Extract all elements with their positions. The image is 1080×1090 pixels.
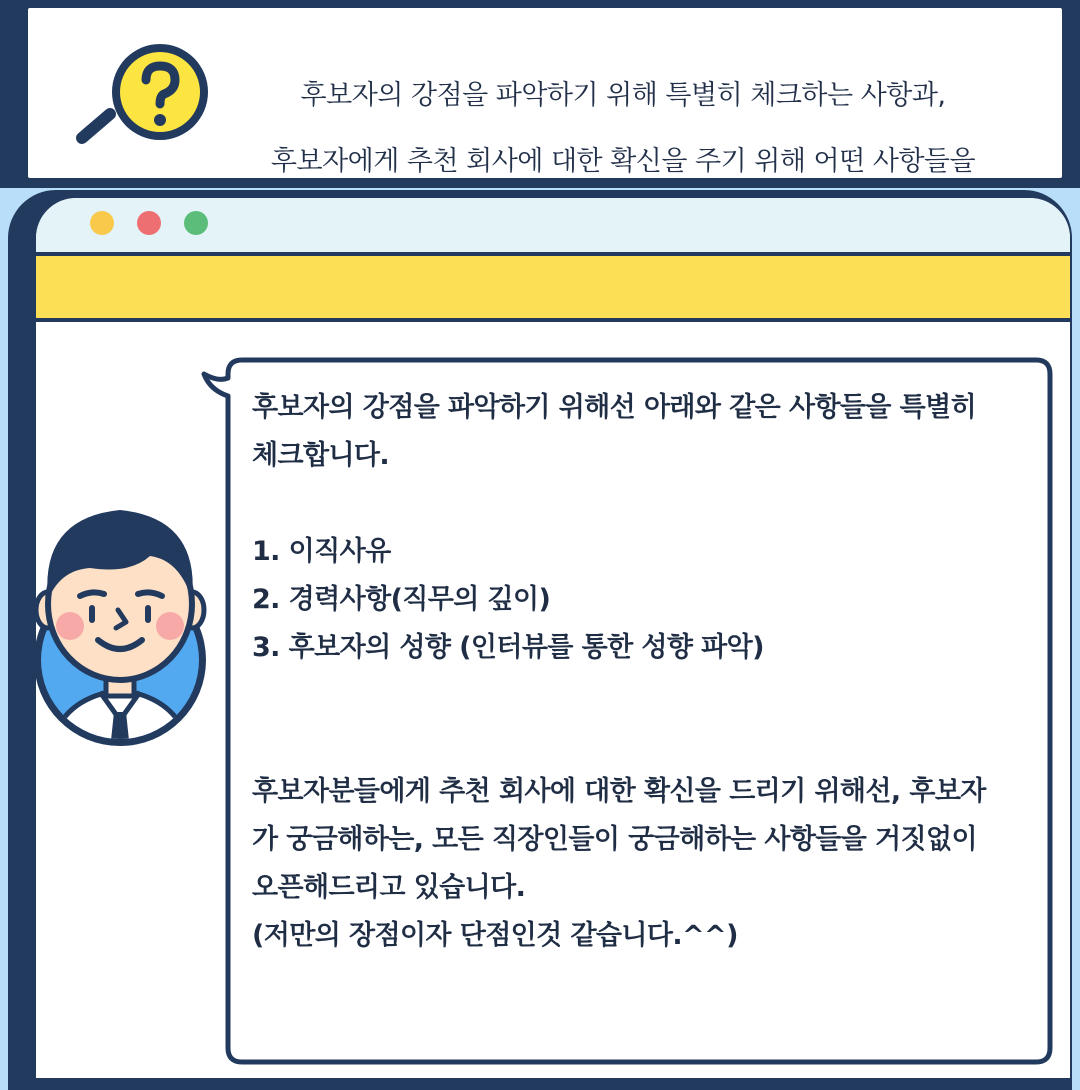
answer-line <box>252 720 1032 768</box>
answer-line: 3. 후보자의 성향 (인터뷰를 통한 성향 파악) <box>252 632 764 663</box>
close-dot-icon <box>137 211 161 235</box>
answer-line: 1. 이직사유 <box>252 536 391 567</box>
answer-line: 가 궁금해하는, 모든 직장인들이 궁금해하는 사항들을 거짓없이 <box>252 824 977 855</box>
answer-line: 후보자분들에게 추천 회사에 대한 확신을 드리기 위해선, 후보자 <box>252 776 986 807</box>
answer-text <box>252 384 1032 960</box>
answer-line: 체크합니다. <box>252 440 390 471</box>
answer-line: 2. 경력사항(직무의 깊이) <box>252 584 551 615</box>
address-bar <box>36 256 1070 322</box>
question-line: 후보자에게 추천 회사에 대한 확신을 주기 위해 어떤 사항들을 <box>270 146 976 177</box>
window-title-bar <box>36 198 1070 256</box>
answer-line: (저만의 장점이자 단점인것 같습니다.^^) <box>252 920 738 951</box>
minimize-dot-icon <box>90 211 114 235</box>
question-card <box>28 8 1062 178</box>
answer-line <box>252 480 1032 528</box>
maximize-dot-icon <box>184 211 208 235</box>
question-line: 후보자의 강점을 파악하기 위해 특별히 체크하는 사항과, <box>300 80 946 111</box>
answer-line: 오픈해드리고 있습니다. <box>252 872 526 903</box>
answer-line <box>252 672 1032 720</box>
answer-line: 후보자의 강점을 파악하기 위해선 아래와 같은 사항들을 특별히 <box>252 392 977 423</box>
magnifier-question-icon <box>76 36 216 156</box>
avatar <box>30 498 210 750</box>
